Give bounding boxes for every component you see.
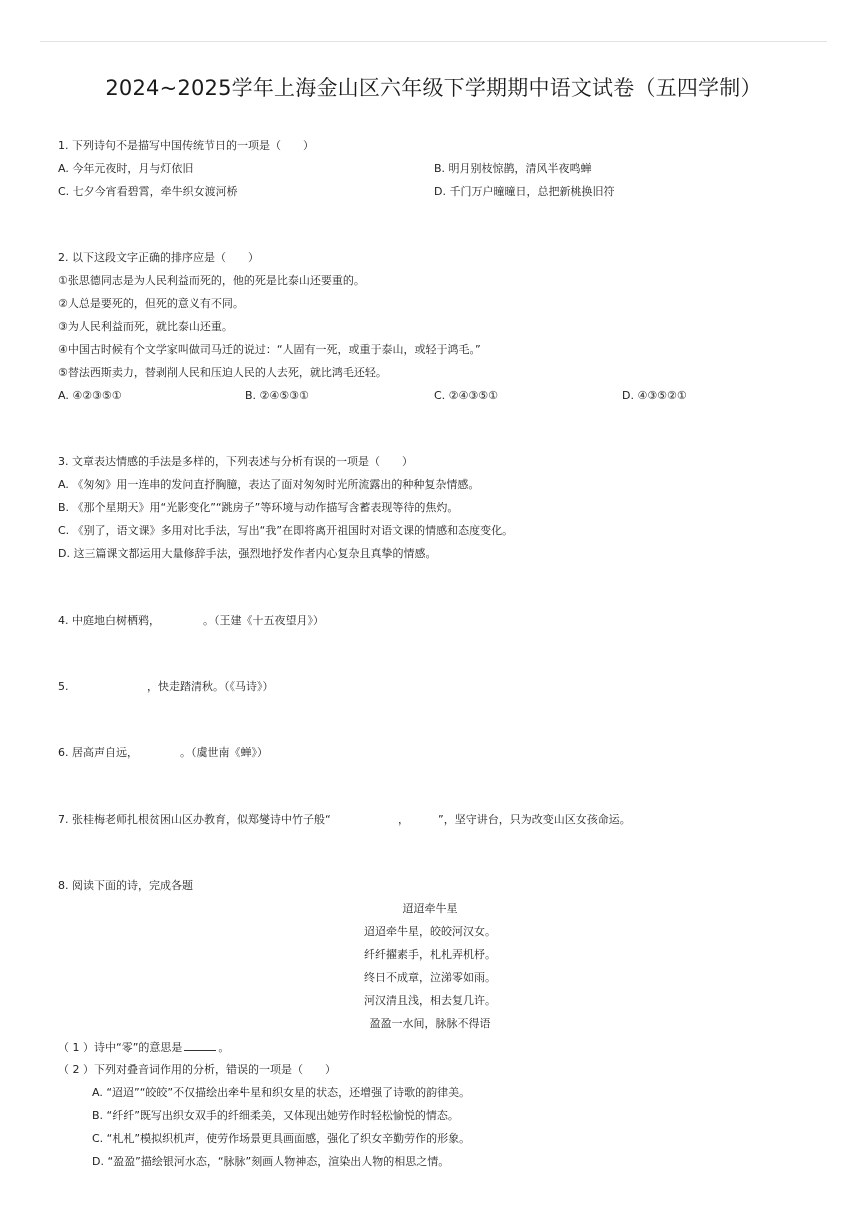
q1-option-c: C. 七夕今宵看碧霄，牵牛织女渡河桥 <box>58 185 238 198</box>
q8-sub1-text-after: 。 <box>218 1041 230 1054</box>
q4-text-after: 。（王建《十五夜望月》） <box>203 614 324 627</box>
q8-sub2-option-b: B. “纤纤”既写出织女双手的纤细柔美，又体现出她劳作时轻松愉悦的情态。 <box>92 1109 459 1122</box>
q2-sentence-2: ②人总是要死的，但死的意义有不同。 <box>58 297 244 310</box>
q7-text-after: ”，坚守讲台，只为改变山区女孩命运。 <box>438 813 631 826</box>
q1-stem: 1. 下列诗句不是描写中国传统节日的一项是（ ） <box>58 139 314 152</box>
emphasis-dots <box>233 1078 253 1082</box>
q2-sentence-3: ③为人民利益而死，就比泰山还重。 <box>58 320 233 333</box>
poem-line: 河汉清且浅，相去复几许。 <box>364 994 496 1007</box>
q1-option-d: D. 千门万户曈曈日，总把新桃换旧符 <box>434 185 615 198</box>
q3-stem: 3. 文章表达情感的手法是多样的，下列表述与分析有误的一项是（ ） <box>58 455 413 468</box>
answer-blank[interactable] <box>184 1040 216 1051</box>
q3-option-a: A. 《匆匆》用一连串的发问直抒胸臆，表达了面对匆匆时光所流露出的种种复杂情感。 <box>58 478 480 491</box>
q3-option-d: D. 这三篇课文都运用大量修辞手法，强烈地抒发作者内心复杂且真挚的情感。 <box>58 547 437 560</box>
q8-sub2-stem: （ 2 ）下列对叠音词作用的分析，错误的一项是（ ） <box>58 1063 336 1076</box>
q8-sub1-text-before: （ 1 ）诗中“零”的意思是 <box>58 1041 183 1054</box>
poem-line: 盈盈一水间，脉脉不得语 <box>369 1017 491 1030</box>
q8-sub2-option-d: D. “盈盈”描绘银河水态，“脉脉”刻画人物神态，渲染出人物的相思之情。 <box>92 1155 450 1168</box>
q1-option-b: B. 明月别枝惊鹊，清风半夜鸣蝉 <box>434 162 592 175</box>
q7-text-before: 7. 张桂梅老师扎根贫困山区办教育，似郑燮诗中竹子般“ <box>58 813 331 826</box>
q7-text-mid: ， <box>398 813 409 826</box>
poem-line: 迢迢牵牛星，皎皎河汉女。 <box>364 925 496 938</box>
q6-text-before: 6. 居高声自远， <box>58 746 138 759</box>
q4-text-before: 4. 中庭地白树栖鸦， <box>58 614 160 627</box>
poem-line: 纤纤擢素手，札札弄机杼。 <box>364 948 496 961</box>
q2-option-d: D. ④③⑤②① <box>622 389 687 402</box>
q2-option-a: A. ④②③⑤① <box>58 389 122 402</box>
q8-sub2-option-c: C. “札札”模拟织机声，使劳作场景更具画面感，强化了织女辛勤劳作的形象。 <box>92 1132 471 1145</box>
q2-sentence-5: ⑤替法西斯卖力，替剥削人民和压迫人民的人去死，就比鸿毛还轻。 <box>58 366 387 379</box>
poem-line: 终日不成章，泣涕零如雨。 <box>364 971 496 984</box>
q5-text-after: ，快走踏清秋。（《马诗》） <box>147 680 274 693</box>
q2-sentence-1: ①张思德同志是为人民利益而死的，他的死是比泰山还要重的。 <box>58 274 365 287</box>
q8-sub1 <box>58 1040 229 1055</box>
q1-option-a: A. 今年元夜时，月与灯依旧 <box>58 162 194 175</box>
q5-text-before: 5. <box>58 680 69 693</box>
q2-sentence-4: ④中国古时候有个文学家叫做司马迁的说过：“人固有一死，或重于泰山，或轻于鸿毛。” <box>58 343 481 356</box>
q2-option-c: C. ②④③⑤① <box>434 389 498 402</box>
header-divider <box>40 41 827 42</box>
page-title: 2024~2025学年上海金山区六年级下学期期中语文试卷（五四学制） <box>105 76 762 100</box>
q3-option-b: B. 《那个星期天》用“光影变化”“跳房子”等环境与动作描写含蓄表现等待的焦灼。 <box>58 501 459 514</box>
q6-text-after: 。（虞世南《蝉》） <box>180 746 268 759</box>
q2-stem: 2. 以下这段文字正确的排序应是（ ） <box>58 251 259 264</box>
q8-stem: 8. 阅读下面的诗，完成各题 <box>58 879 193 892</box>
q2-option-b: B. ②④⑤③① <box>245 389 309 402</box>
q8-sub2-option-a: A. “迢迢”“皎皎”不仅描绘出牵牛星和织女星的状态，还增强了诗歌的韵律美。 <box>92 1086 471 1099</box>
poem-title: 迢迢牵牛星 <box>402 902 458 915</box>
q3-option-c: C. 《别了，语文课》多用对比手法，写出“我”在即将离开祖国时对语文课的情感和态度变化。 <box>58 524 514 537</box>
